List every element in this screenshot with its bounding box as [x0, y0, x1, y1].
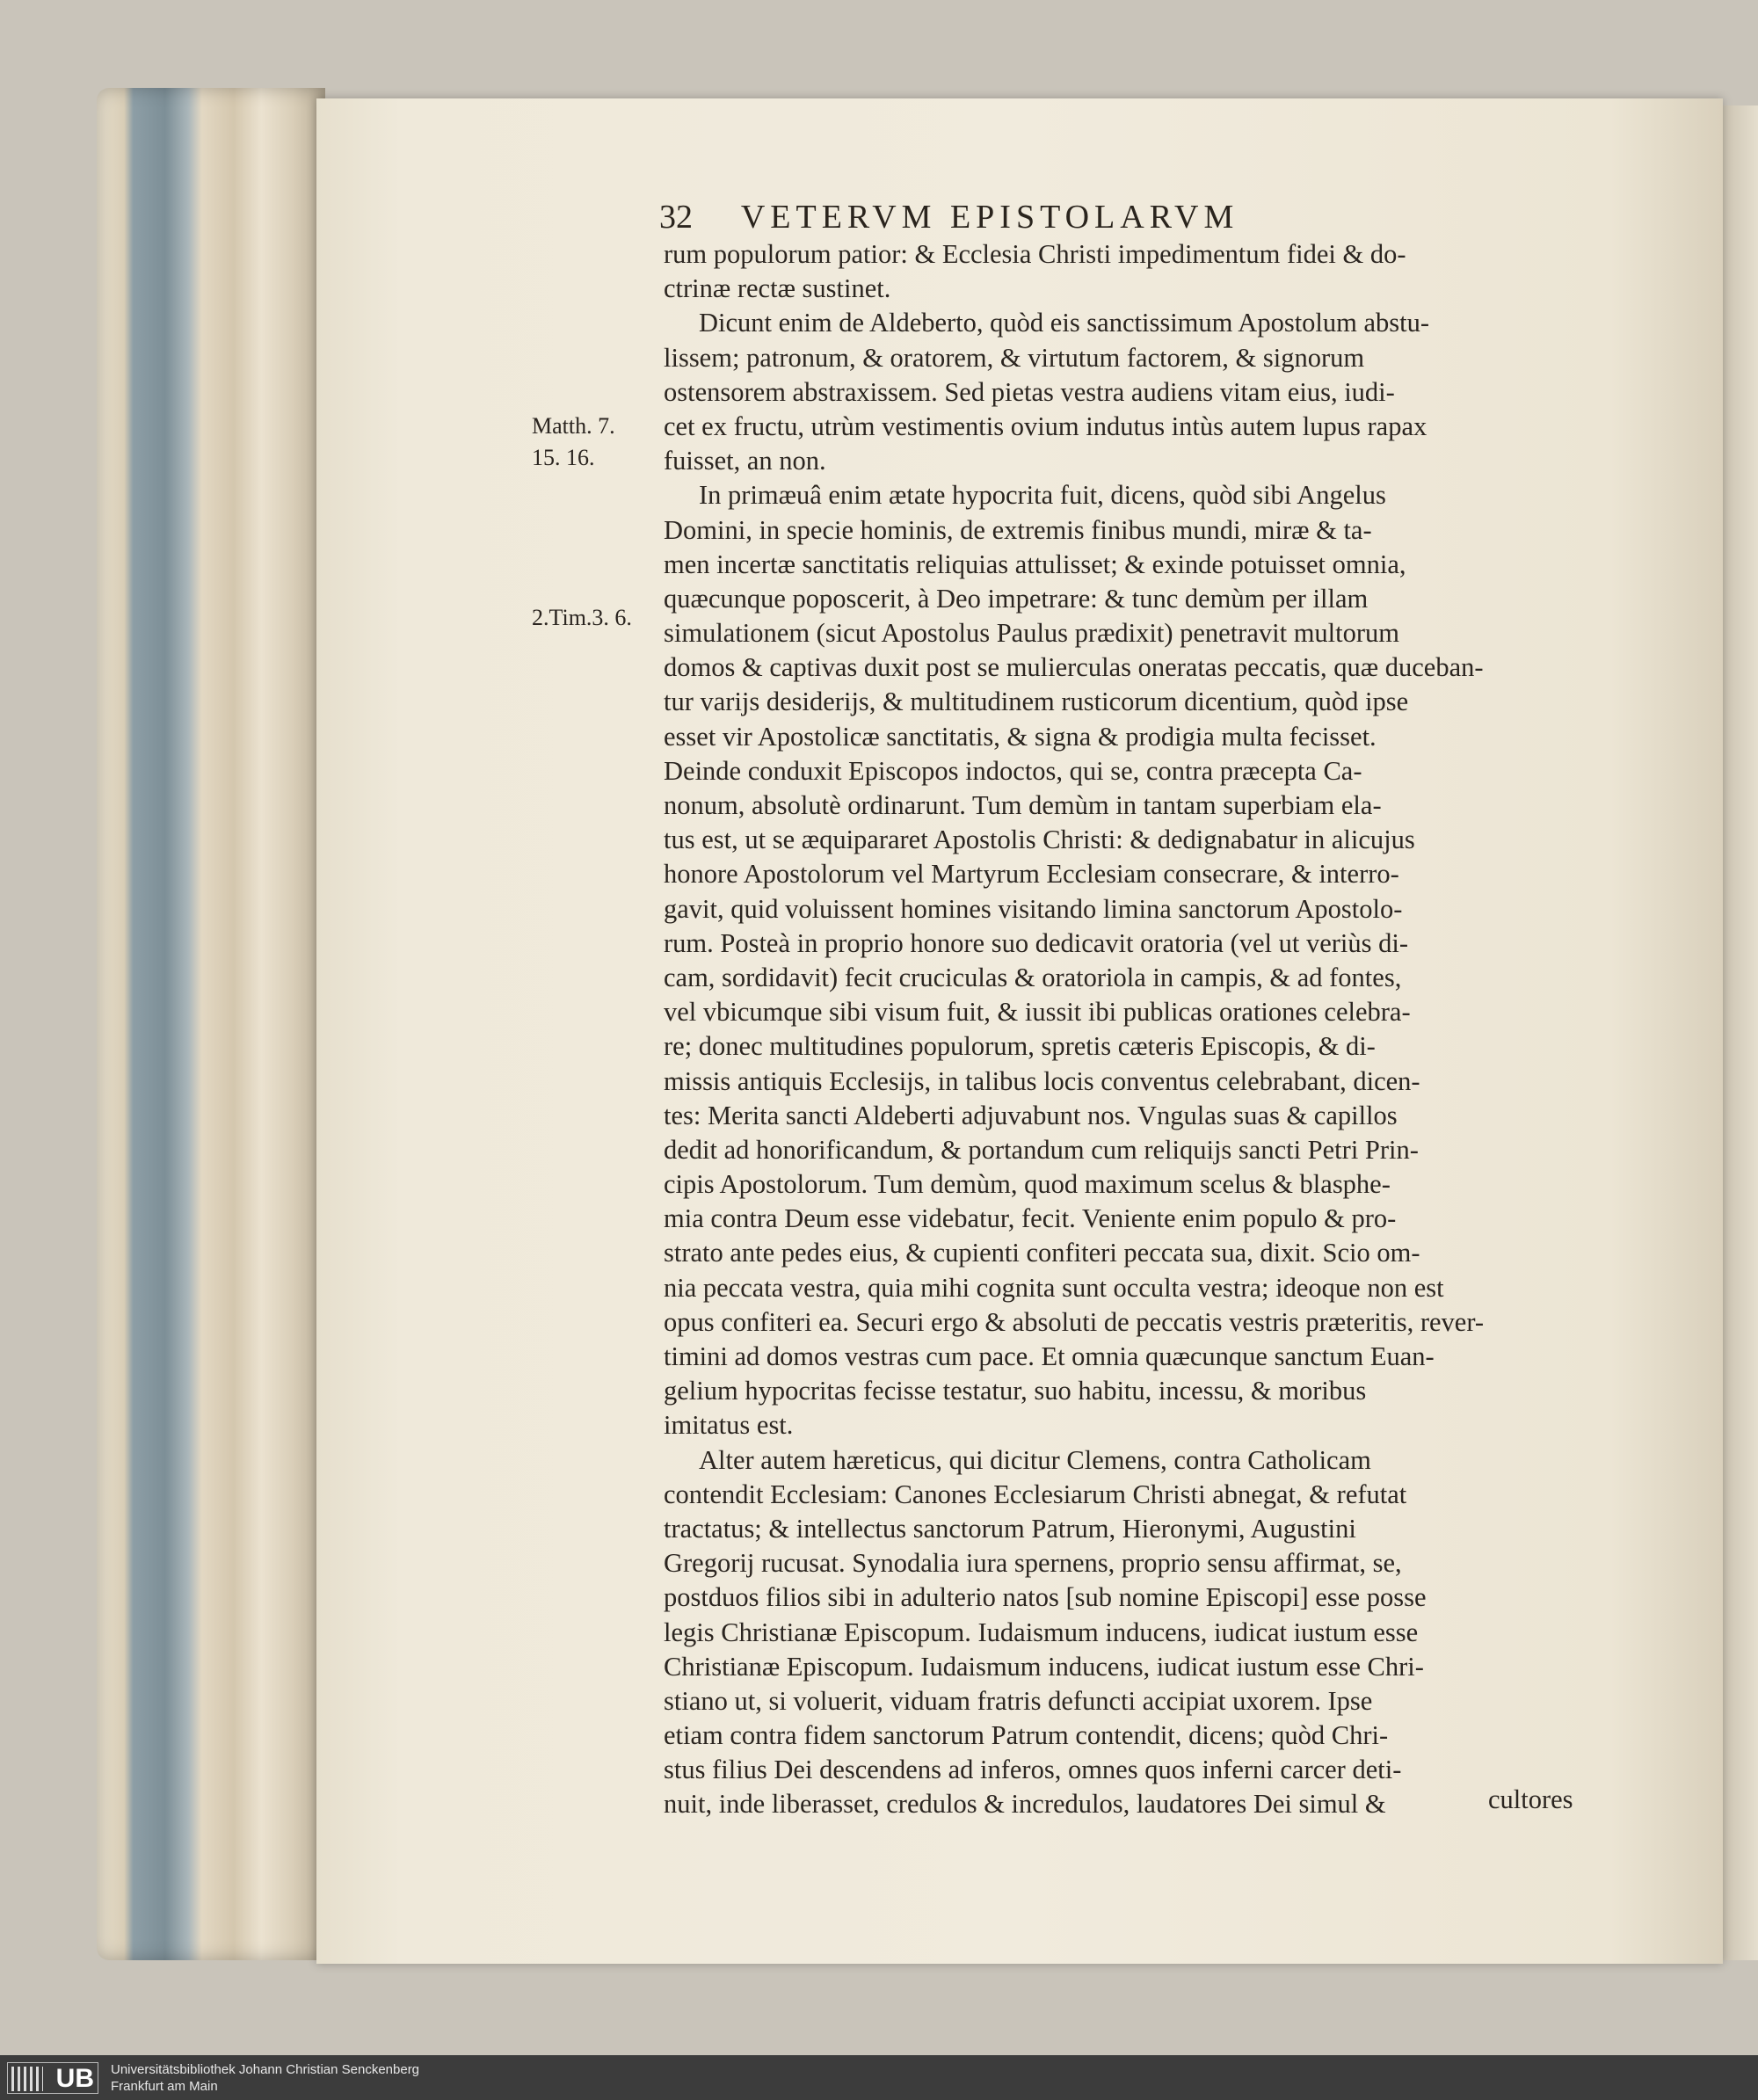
library-name	[111, 2061, 419, 2095]
text-line: vel vbicumque sibi visum fuit, & iussit ibi publicas orationes celebra-	[664, 997, 1411, 1028]
text-line: simulationem (sicut Apostolus Paulus prædixit) penetravit multorum	[664, 618, 1399, 649]
text-line: stus filius Dei descendens ad inferos, omnes quos inferni carcer deti-	[664, 1755, 1402, 1785]
text-line: stiano ut, si voluerit, viduam fratris defuncti accipiat uxorem. Ipse	[664, 1685, 1373, 1716]
text-line: dedit ad honorificandum, & portandum cum reliquijs sancti Petri Prin-	[664, 1134, 1419, 1165]
text-line: legis Christianæ Episcopum. Iudaismum inducens, iudicat iustum esse	[664, 1617, 1419, 1647]
text-line: Gregorij rucusat. Synodalia iura spernens, proprio sensu affirmat, se,	[664, 1548, 1402, 1579]
margin-note: Matth. 7.	[532, 413, 615, 439]
library-logo[interactable]: UB	[7, 2062, 98, 2094]
text-line: opus confiteri ea. Securi ergo & absoluti de peccatis vestris præteritis, rever-	[664, 1306, 1485, 1337]
text-line: ostensorem abstraxissem. Sed pietas vestra audiens vitam eius, iudi-	[664, 376, 1395, 407]
text-line: rum. Posteà in proprio honore suo dedicavit oratoria (vel ut veriùs di-	[664, 927, 1409, 958]
text-line: tur varijs desiderijs, & multitudinem rusticorum dicentium, quòd ipse	[664, 687, 1409, 717]
catchword: cultores	[1488, 1784, 1573, 1814]
book-page-edges	[97, 88, 325, 1960]
text-line: re; donec multitudines populorum, spretis cæteris Episcopis, & di-	[664, 1031, 1376, 1062]
text-line: honore Apostolorum vel Martyrum Ecclesiam consecrare, & interro-	[664, 859, 1399, 890]
text-line: In primæuâ enim ætate hypocrita fuit, dicens, quòd sibi Angelus	[699, 480, 1386, 511]
text-line: rum populorum patior: & Ecclesia Christi impedimentum fidei & do-	[664, 239, 1406, 269]
facing-page-edge	[1718, 105, 1758, 1960]
text-line: etiam contra fidem sanctorum Patrum contendit, dicens; quòd Chri-	[664, 1720, 1389, 1751]
text-line: quæcunque poposcerit, à Deo impetrare: & tunc demùm per illam	[664, 583, 1369, 614]
text-line: ctrinæ rectæ sustinet.	[664, 273, 891, 304]
text-line: contendit Ecclesiam: Canones Ecclesiarum Christi abnegat, & refutat	[664, 1479, 1407, 1509]
page-number: 32	[659, 199, 693, 236]
running-title: VETERVM EPISTOLARVM	[740, 199, 1239, 236]
text-line: lissem; patronum, & oratorem, & virtutum factorem, & signorum	[664, 342, 1365, 373]
text-line: men incertæ sanctitatis reliquias attulisset; & exinde potuisset omnia,	[664, 549, 1406, 579]
text-line: cipis Apostolorum. Tum demùm, quod maximum scelus & blasphe-	[664, 1169, 1391, 1200]
text-line: timini ad domos vestras cum pace. Et omnia quæcunque sanctum Euan-	[664, 1341, 1435, 1371]
text-line: missis antiquis Ecclesijs, in talibus locis conventus celebrabant, dicen-	[664, 1065, 1420, 1096]
text-line: gelium hypocritas fecisse testatur, suo habitu, incessu, & moribus	[664, 1376, 1367, 1406]
text-line: gavit, quid voluissent homines visitando limina sanctorum Apostolo-	[664, 893, 1403, 924]
text-line: Deinde conduxit Episcopos indoctos, qui se, contra præcepta Ca-	[664, 755, 1362, 786]
barcode-icon	[11, 2067, 43, 2091]
text-line: nonum, absolutè ordinarunt. Tum demùm in tantam superbiam ela-	[664, 790, 1382, 820]
text-line: cam, sordidavit) fecit cruciculas & oratoriola in campis, & ad fontes,	[664, 962, 1402, 992]
text-line: esset vir Apostolicæ sanctitatis, & signa & prodigia multa fecisset.	[664, 721, 1377, 752]
text-line: domos & captivas duxit post se mulierculas oneratas peccatis, quæ duceban-	[664, 652, 1484, 683]
library-name-line1: Universitätsbibliothek Johann Christian Senckenberg	[111, 2062, 420, 2077]
text-line: Alter autem hæreticus, qui dicitur Clemens, contra Catholicam	[699, 1444, 1371, 1475]
margin-note: 2.Tim.3. 6.	[532, 605, 632, 630]
page-body-text	[664, 237, 1613, 1822]
text-line: tus est, ut se æquipararet Apostolis Christi: & dedignabatur in alicujus	[664, 825, 1415, 855]
text-line: fuisset, an non.	[664, 446, 826, 476]
text-line: imitatus est.	[664, 1410, 794, 1441]
text-line: Christianæ Episcopum. Iudaismum inducens, iudicat iustum esse Chri-	[664, 1651, 1424, 1682]
text-line: mia contra Deum esse videbatur, fecit. Veniente enim populo & pro-	[664, 1203, 1397, 1234]
library-name-line2: Frankfurt am Main	[111, 2079, 218, 2094]
text-line: cet ex fructu, utrùm vestimentis ovium indutus intùs autem lupus rapax	[664, 411, 1427, 441]
margin-note: 15. 16.	[532, 445, 595, 470]
text-line: nuit, inde liberasset, credulos & incredulos, laudatores Dei simul &	[664, 1789, 1386, 1820]
library-footer-bar	[0, 2055, 1758, 2100]
text-line: Domini, in specie hominis, de extremis finibus mundi, miræ & ta-	[664, 514, 1372, 545]
text-line: nia peccata vestra, quia mihi cognita sunt occulta vestra; ideoque non est	[664, 1272, 1444, 1303]
text-line: Dicunt enim de Aldeberto, quòd eis sanctissimum Apostolum abstu-	[699, 308, 1430, 338]
text-line: tractatus; & intellectus sanctorum Patrum, Hieronymi, Augustini	[664, 1513, 1356, 1544]
text-line: postduos filios sibi in adulterio natos [sub nomine Episcopi] esse posse	[664, 1582, 1427, 1613]
text-line: tes: Merita sancti Aldeberti adjuvabunt nos. Vngulas suas & capillos	[664, 1100, 1398, 1130]
text-line: strato ante pedes eius, & cupienti confiteri peccata sua, dixit. Scio om-	[664, 1238, 1420, 1268]
running-header	[659, 198, 1450, 242]
